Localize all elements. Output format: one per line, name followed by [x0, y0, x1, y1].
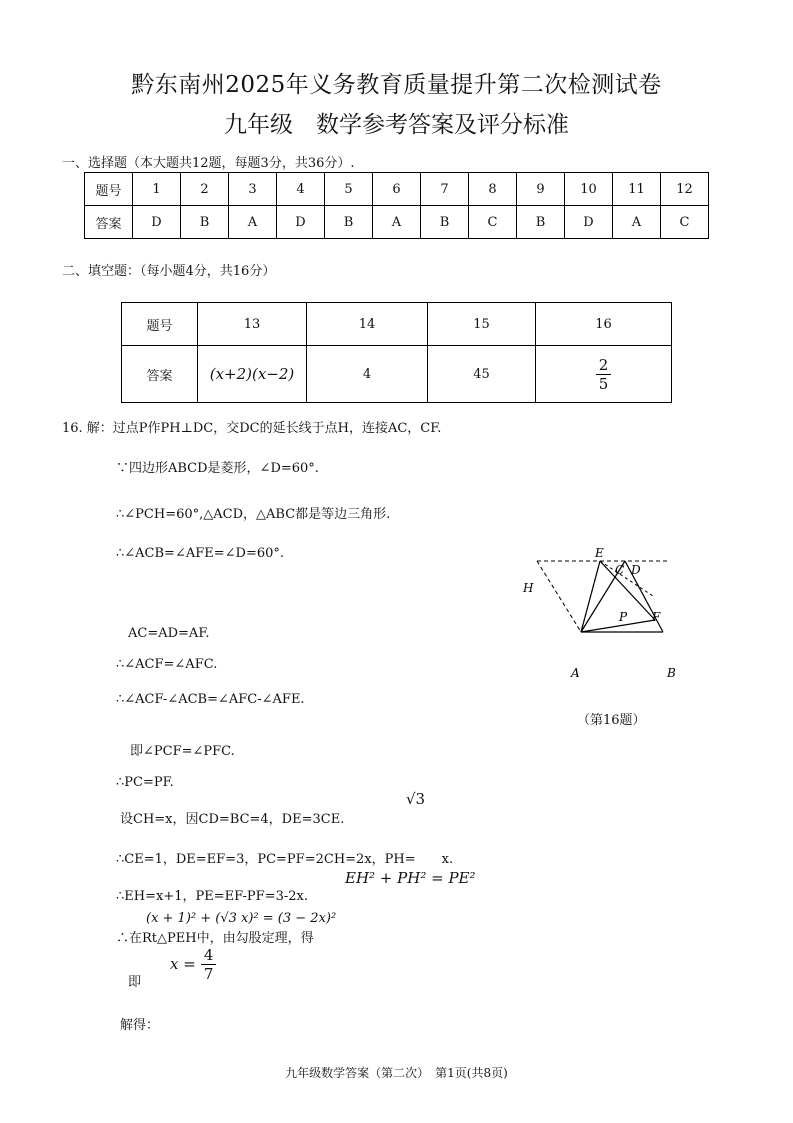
document-title: 黔东南州2025年义务教育质量提升第二次检测试卷 — [131, 72, 662, 98]
solution-line: ∴在Rt△PEH中，由勾股定理，得 — [116, 931, 314, 946]
x-equals: x = — [170, 955, 196, 973]
fraction — [201, 946, 217, 983]
table-cell: 1 — [133, 173, 181, 206]
solution-intro: 16. 解：过点P作PH⊥DC，交DC的延长线于点H，连接AC，CF. — [62, 421, 442, 436]
label-a: A — [571, 666, 580, 680]
label-d: D — [631, 563, 641, 577]
solution-line: ∵四边形ABCD是菱形，∠D=60°. — [116, 461, 319, 476]
fraction-numerator: 2 — [596, 356, 612, 375]
table-header-cell: 答案 — [85, 206, 133, 239]
table-cell: 8 — [469, 173, 517, 206]
table-cell: 9 — [517, 173, 565, 206]
solution-line: 即∠PCF=∠PFC. — [130, 744, 235, 759]
table-cell: (x+2)(x−2) — [198, 346, 307, 403]
solution-line: ∴∠ACF-∠ACB=∠AFC-∠AFE. — [116, 692, 305, 707]
geometry-figure — [515, 540, 680, 690]
choice-answer-table — [84, 172, 709, 239]
table-cell: 6 — [373, 173, 421, 206]
table-cell: A — [613, 206, 661, 239]
pythagoras-equation: EH² + PH² = PE² — [345, 869, 476, 887]
solution-line: AC=AD=AF. — [128, 626, 210, 641]
table-cell: 10 — [565, 173, 613, 206]
segment-af — [581, 620, 655, 632]
section1-heading: 一、选择题（本大题共12题，每题3分，共36分）. — [62, 156, 355, 171]
fill-blank-answer-table — [121, 302, 672, 403]
table-row — [85, 173, 709, 206]
solution-line: 解得： — [120, 1018, 160, 1033]
table-cell: 45 — [428, 346, 536, 403]
table-cell: 3 — [229, 173, 277, 206]
document-subtitle: 九年级 数学参考答案及评分标准 — [224, 112, 569, 138]
table-header-cell: 答案 — [122, 346, 198, 403]
label-b: B — [667, 666, 676, 680]
label-f: F — [652, 610, 661, 624]
table-cell: 11 — [613, 173, 661, 206]
table-cell: 13 — [198, 303, 307, 346]
segment-ae — [581, 561, 600, 632]
table-cell: D — [277, 206, 325, 239]
solution-line: ∴∠PCH=60°,△ACD，△ABC都是等边三角形. — [116, 507, 391, 522]
label-h: H — [523, 581, 534, 595]
fraction-numerator: 4 — [201, 946, 217, 965]
solution-line: ∴PC=PF. — [116, 775, 174, 790]
table-cell: 4 — [307, 346, 428, 403]
table-cell: B — [517, 206, 565, 239]
dashed-line — [600, 561, 653, 596]
fraction-denominator: 5 — [598, 374, 609, 393]
solution-line: ∴EH=x+1，PE=EF-PF=3-2x. — [116, 889, 308, 904]
table-cell: 15 — [428, 303, 536, 346]
table-cell — [536, 346, 672, 403]
section2-heading: 二、填空题：（每小题4分，共16分） — [62, 264, 276, 279]
table-cell: 14 — [307, 303, 428, 346]
table-cell: 16 — [536, 303, 672, 346]
table-header-cell: 题号 — [85, 173, 133, 206]
table-cell: 4 — [277, 173, 325, 206]
sqrt-three: √3 — [406, 790, 426, 808]
table-cell: B — [421, 206, 469, 239]
solution-line: ∴∠ACB=∠AFE=∠D=60°. — [116, 546, 285, 561]
table-cell: B — [181, 206, 229, 239]
fraction — [596, 356, 612, 393]
table-cell: D — [565, 206, 613, 239]
table-row — [85, 206, 709, 239]
table-row — [122, 303, 672, 346]
solution-line: ∴∠ACF=∠AFC. — [116, 657, 218, 672]
table-cell: 5 — [325, 173, 373, 206]
solution-line: 设CH=x，因CD=BC=4，DE=3CE. — [120, 812, 345, 827]
fraction-denominator: 7 — [203, 965, 214, 983]
page-footer: 九年级数学答案（第二次） 第1页(共8页) — [285, 1066, 508, 1080]
solution-line: ∴CE=1，DE=EF=3，PC=PF=2CH=2x，PH= x. — [116, 852, 454, 867]
table-cell: B — [325, 206, 373, 239]
table-cell: C — [661, 206, 709, 239]
table-cell: 12 — [661, 173, 709, 206]
table-cell: 7 — [421, 173, 469, 206]
expanded-equation: (x + 1)² + (√3 x)² = (3 − 2x)² — [146, 911, 337, 926]
table-cell: D — [133, 206, 181, 239]
table-cell: A — [229, 206, 277, 239]
table-cell: 2 — [181, 173, 229, 206]
label-c: C — [615, 563, 625, 577]
label-p: P — [619, 610, 628, 624]
label-e: E — [595, 546, 604, 560]
dashed-line — [537, 561, 581, 632]
table-row — [122, 346, 672, 403]
x-solution — [170, 946, 216, 983]
segment-ef — [600, 561, 655, 620]
table-cell: C — [469, 206, 517, 239]
solution-line: 即 — [128, 975, 142, 990]
figure-caption: （第16题） — [577, 713, 646, 728]
table-header-cell: 题号 — [122, 303, 198, 346]
table-cell: A — [373, 206, 421, 239]
